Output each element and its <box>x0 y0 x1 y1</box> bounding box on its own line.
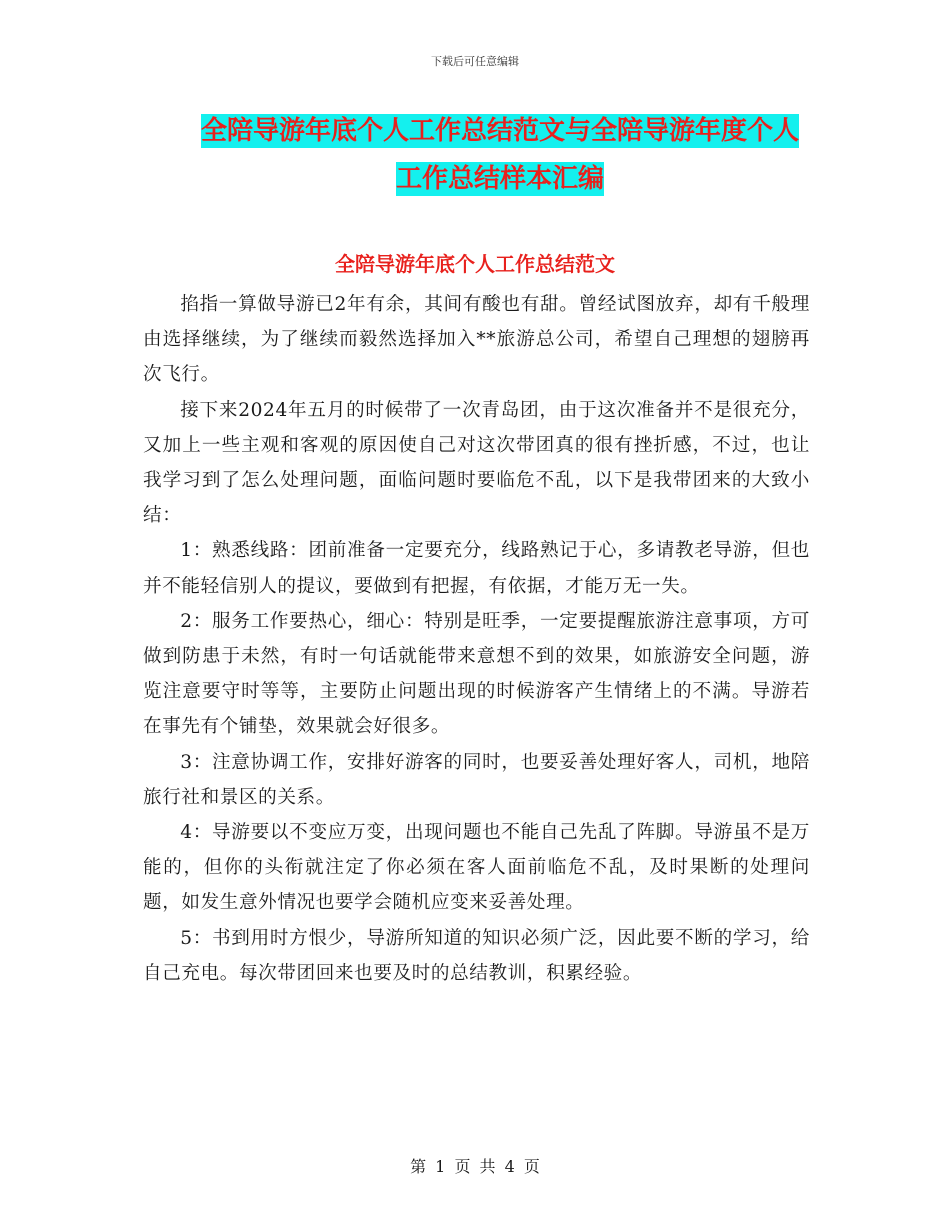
paragraph: 4：导游要以不变应万变，出现问题也不能自己先乱了阵脚。导游虽不是万能的，但你的头衔就注定了你必须在客人面前临危不乱，及时果断的处理问题，如发生意外情况也要学会随机应变来妥善处理。 <box>143 822 810 914</box>
page-footer: 第 1 页 共 4 页 <box>410 1157 540 1176</box>
paragraph: 1：熟悉线路：团前准备一定要充分，线路熟记于心，多请教老导游，但也并不能轻信别人的提议，要做到有把握，有依据，才能万无一失。 <box>143 540 810 597</box>
document-title <box>140 107 860 203</box>
document-title-line-1: 全陪导游年底个人工作总结范文与全陪导游年度个人 <box>200 116 799 146</box>
section-title: 全陪导游年底个人工作总结范文 <box>335 252 615 276</box>
paragraph: 掐指一算做导游已2年有余，其间有酸也有甜。曾经试图放弃，却有千般理由选择继续，为了继续而毅然选择加入**旅游总公司，希望自己理想的翅膀再次飞行。 <box>143 294 810 386</box>
paragraph: 3：注意协调工作，安排好游客的同时，也要妥善处理好客人，司机，地陪旅行社和景区的关系。 <box>143 751 810 808</box>
paragraph: 2：服务工作要热心，细心：特别是旺季，一定要提醒旅游注意事项，方可做到防患于未然，有时一句话就能带来意想不到的效果，如旅游安全问题，游览注意要守时等等，主要防止问题出现的时候游客产生情绪上的不满。导游若在事先有个铺垫，效果就会好很多。 <box>143 610 810 738</box>
header-note: 下载后可任意编辑 <box>431 55 519 68</box>
paragraph: 接下来2024年五月的时候带了一次青岛团，由于这次准备并不是很充分，又加上一些主观和客观的原因使自己对这次带团真的很有挫折感，不过，也让我学习到了怎么处理问题，面临问题时要临危不乱，以下是我带团来的大致小结： <box>143 399 810 527</box>
paragraph: 5：书到用时方恨少，导游所知道的知识必须广泛，因此要不断的学习，给自己充电。每次带团回来也要及时的总结教训，积累经验。 <box>143 927 810 984</box>
body-text <box>143 287 810 991</box>
document-title-line-2: 工作总结样本汇编 <box>395 164 604 194</box>
